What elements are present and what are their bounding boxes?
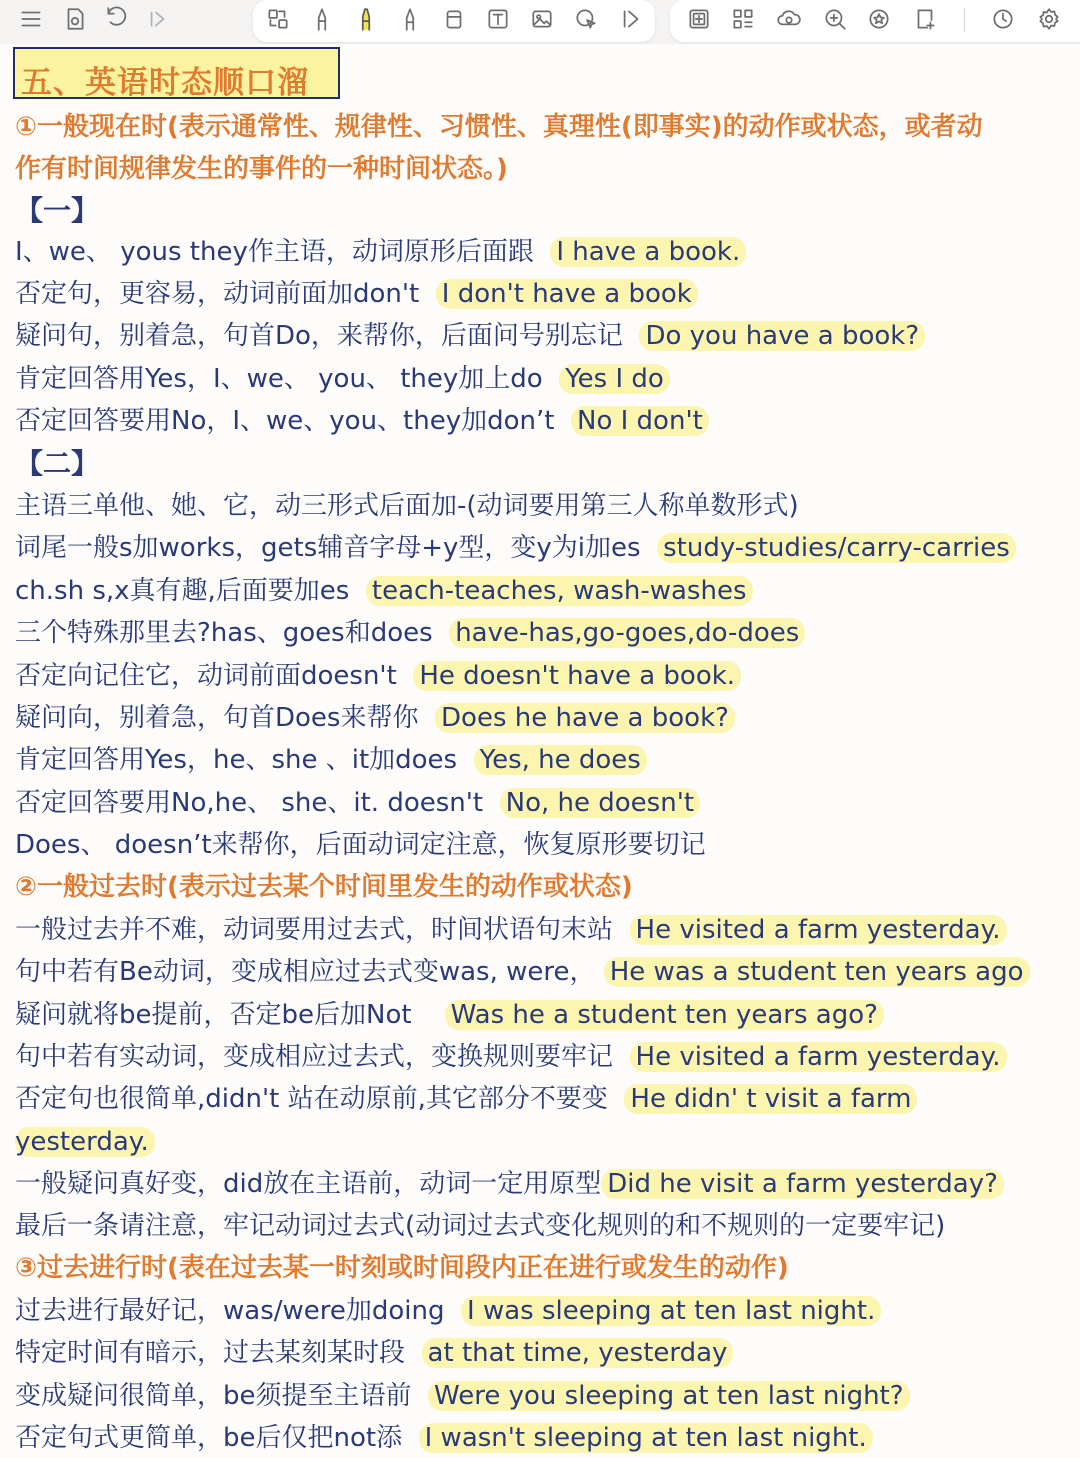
settings-icon[interactable]: [1032, 2, 1066, 36]
rule-line: [15, 571, 753, 611]
example-highlight: He didn' t visit a farm: [624, 1084, 917, 1114]
top-toolbar: [0, 0, 1080, 44]
redo-icon[interactable]: [140, 2, 174, 36]
section2-heading: ②一般过去时(表示过去某个时间里发生的动作或状态): [15, 872, 633, 902]
rule-text: 否定回答要用No，I、we、you、they加don’t: [15, 406, 555, 436]
zoom-icon[interactable]: [818, 2, 852, 36]
rule-text: I、we、 yous they作主语，动词原形后面跟: [15, 237, 534, 267]
example-highlight: I don't have a book: [436, 279, 698, 309]
rule-text: 否定句式更简单，be后仅把not添: [15, 1423, 403, 1453]
section1-heading-line2: 作有时间规律发生的事件的一种时间状态。): [15, 154, 508, 184]
example-highlight: at that time, yesterday: [422, 1338, 734, 1368]
wrap-line: [15, 1122, 155, 1162]
example-highlight: He visited a farm yesterday.: [630, 915, 1007, 945]
rule-line: [15, 1164, 1004, 1204]
rule-text: 句中若有实动词，变成相应过去式，变换规则要牢记: [15, 1042, 614, 1072]
example-highlight: I have a book.: [550, 237, 746, 267]
cloud-sync-icon[interactable]: [772, 2, 806, 36]
sidebar-toggle-icon[interactable]: [14, 2, 48, 36]
image-icon[interactable]: [525, 2, 559, 36]
text-box-icon[interactable]: [481, 2, 515, 36]
rule-line: [15, 1291, 881, 1331]
rule-text: 过去进行最好记，was/were加doing: [15, 1296, 445, 1326]
rule-line: [15, 401, 709, 441]
example-highlight: No I don't: [571, 406, 709, 436]
example-highlight: Was he a student ten years ago?: [445, 1000, 884, 1030]
rule-line: [15, 740, 647, 780]
history-icon[interactable]: [986, 2, 1020, 36]
favorite-icon[interactable]: [862, 2, 896, 36]
add-page-icon[interactable]: [682, 2, 716, 36]
rule-line: [15, 1079, 917, 1119]
example-highlight: Were you sleeping at ten last night?: [428, 1381, 910, 1411]
highlighter-icon[interactable]: [349, 2, 383, 36]
example-highlight: He was a student ten years ago: [604, 957, 1030, 987]
rule-line: [15, 952, 1030, 992]
example-highlight: teach-teaches, wash-washes: [366, 576, 753, 606]
rule-line: [15, 656, 741, 696]
example-highlight: have-has,go-goes,do-does: [449, 618, 805, 648]
section3-heading: ③过去进行时(表在过去某一时刻或时间段内正在进行或发生的动作): [15, 1253, 789, 1283]
example-highlight: He visited a farm yesterday.: [630, 1042, 1007, 1072]
rule-line: [15, 910, 1007, 950]
part2-intro: 主语三单他、她、它，动三形式后面加-(动词要用第三人称单数形式): [15, 491, 799, 521]
pencil-icon[interactable]: [393, 2, 427, 36]
grid-view-icon[interactable]: [726, 2, 760, 36]
rule-text: 句中若有Be动词，变成相应过去式变was, were，: [15, 957, 596, 987]
part2-outro: Does、 doesn’t来帮你，后面动词定注意，恢复原形要切记: [15, 830, 706, 860]
rule-line: [15, 1037, 1007, 1077]
rule-text: 否定句，更容易，动词前面加don't: [15, 279, 420, 309]
export-page-icon[interactable]: [908, 2, 942, 36]
rule-line: [15, 995, 884, 1035]
rule-text: 疑问句，别着急，句首Do，来帮你，后面问号别忘记: [15, 321, 623, 351]
example-highlight: He doesn't have a book.: [413, 661, 741, 691]
rule-line: [15, 1418, 873, 1458]
rule-text: 疑问就将be提前，否定be后加Not: [15, 1000, 412, 1030]
example-highlight: Do you have a book?: [639, 321, 925, 351]
rule-line: [15, 359, 670, 399]
example-highlight: Yes, he does: [474, 745, 647, 775]
example-highlight: study-studies/carry-carries: [657, 533, 1016, 563]
document-settings-icon[interactable]: [58, 2, 92, 36]
undo-icon[interactable]: [100, 2, 134, 36]
rule-line: [15, 528, 1016, 568]
rule-text: 肯定回答用Yes，I、we、 you、 they加上do: [15, 364, 543, 394]
part2-label: 【二】: [15, 447, 100, 480]
laser-pointer-icon[interactable]: [613, 2, 647, 36]
example-highlight: Did he visit a farm yesterday?: [601, 1169, 1004, 1199]
example-highlight: Does he have a book?: [435, 703, 735, 733]
shape-icon[interactable]: [569, 2, 603, 36]
rule-line: [15, 1376, 910, 1416]
rule-text: 三个特殊那里去?has、goes和does: [15, 618, 433, 648]
rule-line: [15, 232, 746, 272]
rule-line: [15, 274, 698, 314]
section-title-box: [13, 47, 340, 99]
lasso-select-icon[interactable]: [261, 2, 295, 36]
rule-text: 否定回答要用No,he、 she、it. doesn't: [15, 788, 484, 818]
pen-icon[interactable]: [305, 2, 339, 36]
rule-text: 否定向记住它，动词前面doesn't: [15, 661, 397, 691]
example-highlight-wrap: yesterday.: [15, 1127, 155, 1157]
example-highlight: No, he doesn't: [500, 788, 700, 818]
rule-text: 一般过去并不难，动词要用过去式，时间状语句末站: [15, 915, 614, 945]
section2-note: 最后一条请注意，牢记动词过去式(动词过去式变化规则的和不规则的一定要牢记): [15, 1211, 946, 1241]
rule-text: 疑问向，别着急，句首Does来帮你: [15, 703, 419, 733]
rule-text: ch.sh s,x真有趣,后面要加es: [15, 576, 350, 606]
rule-text: 否定句也很简单,didn't 站在动原前,其它部分不要变: [15, 1084, 608, 1114]
rule-text: 词尾一般s加works，gets辅音字母+y型，变y为i加es: [15, 533, 641, 563]
part1-label: 【一】: [15, 194, 100, 227]
eraser-icon[interactable]: [437, 2, 471, 36]
rule-line: [15, 1333, 733, 1373]
example-highlight: I wasn't sleeping at ten last night.: [419, 1423, 873, 1453]
section1-heading-line1: ①一般现在时(表示通常性、规律性、习惯性、真理性(即事实)的动作或状态，或者动: [15, 112, 983, 142]
section-title: 五、英语时态顺口溜: [21, 65, 309, 101]
example-highlight: I was sleeping at ten last night.: [461, 1296, 881, 1326]
rule-line: [15, 613, 805, 653]
rule-text: 肯定回答用Yes，he、she 、it加does: [15, 745, 458, 775]
rule-text: 特定时间有暗示，过去某刻某时段: [15, 1338, 406, 1368]
rule-line: [15, 698, 735, 738]
example-highlight: Yes I do: [559, 364, 670, 394]
toolbar-divider: [964, 8, 965, 32]
rule-line: [15, 783, 700, 823]
rule-line: [15, 316, 925, 356]
rule-text: 一般疑问真好变，did放在主语前，动词一定用原型: [15, 1169, 602, 1199]
rule-text: 变成疑问很简单，be须提至主语前: [15, 1381, 412, 1411]
